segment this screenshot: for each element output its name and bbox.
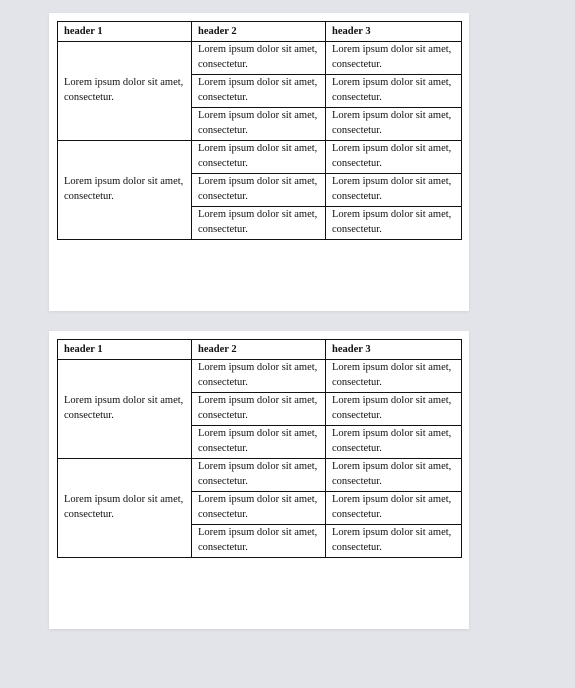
- column-header-2: header 2: [192, 340, 326, 360]
- column-header-1: header 1: [58, 340, 192, 360]
- table-row: [58, 360, 462, 393]
- table-cell: Lorem ipsum dolor sit amet, consectetur.: [192, 174, 326, 207]
- table-cell: Lorem ipsum dolor sit amet, consectetur.: [192, 207, 326, 240]
- table-row: [58, 141, 462, 174]
- table-cell: Lorem ipsum dolor sit amet, consectetur.: [326, 108, 462, 141]
- group-label-cell: Lorem ipsum dolor sit amet, consectetur.: [58, 42, 192, 141]
- table-header-row: [58, 340, 462, 360]
- group-label-cell: Lorem ipsum dolor sit amet, consectetur.: [58, 459, 192, 558]
- table-cell: Lorem ipsum dolor sit amet, consectetur.: [192, 141, 326, 174]
- table-row: [58, 459, 462, 492]
- table-cell: Lorem ipsum dolor sit amet, consectetur.: [326, 174, 462, 207]
- table-cell: Lorem ipsum dolor sit amet, consectetur.: [326, 459, 462, 492]
- group-label-cell: Lorem ipsum dolor sit amet, consectetur.: [58, 141, 192, 240]
- table-cell: Lorem ipsum dolor sit amet, consectetur.: [192, 108, 326, 141]
- table-cell: Lorem ipsum dolor sit amet, consectetur.: [326, 207, 462, 240]
- table-cell: Lorem ipsum dolor sit amet, consectetur.: [326, 75, 462, 108]
- column-header-3: header 3: [326, 340, 462, 360]
- group-label-cell: Lorem ipsum dolor sit amet, consectetur.: [58, 360, 192, 459]
- table-header-row: [58, 22, 462, 42]
- table-cell: Lorem ipsum dolor sit amet, consectetur.: [326, 141, 462, 174]
- table-row: [58, 42, 462, 75]
- table-cell: Lorem ipsum dolor sit amet, consectetur.: [192, 525, 326, 558]
- table-cell: Lorem ipsum dolor sit amet, consectetur.: [326, 525, 462, 558]
- data-table: [57, 21, 462, 240]
- table-cell: Lorem ipsum dolor sit amet, consectetur.: [192, 459, 326, 492]
- table-cell: Lorem ipsum dolor sit amet, consectetur.: [192, 426, 326, 459]
- table-cell: Lorem ipsum dolor sit amet, consectetur.: [192, 42, 326, 75]
- column-header-3: header 3: [326, 22, 462, 42]
- column-header-1: header 1: [58, 22, 192, 42]
- table-cell: Lorem ipsum dolor sit amet, consectetur.: [326, 360, 462, 393]
- table-cell: Lorem ipsum dolor sit amet, consectetur.: [192, 360, 326, 393]
- column-header-2: header 2: [192, 22, 326, 42]
- table-cell: Lorem ipsum dolor sit amet, consectetur.: [192, 492, 326, 525]
- document-page-2: [49, 331, 469, 629]
- table-cell: Lorem ipsum dolor sit amet, consectetur.: [326, 393, 462, 426]
- table-cell: Lorem ipsum dolor sit amet, consectetur.: [326, 42, 462, 75]
- table-cell: Lorem ipsum dolor sit amet, consectetur.: [326, 426, 462, 459]
- table-cell: Lorem ipsum dolor sit amet, consectetur.: [326, 492, 462, 525]
- table-cell: Lorem ipsum dolor sit amet, consectetur.: [192, 393, 326, 426]
- data-table: [57, 339, 462, 558]
- table-cell: Lorem ipsum dolor sit amet, consectetur.: [192, 75, 326, 108]
- document-page-1: [49, 13, 469, 311]
